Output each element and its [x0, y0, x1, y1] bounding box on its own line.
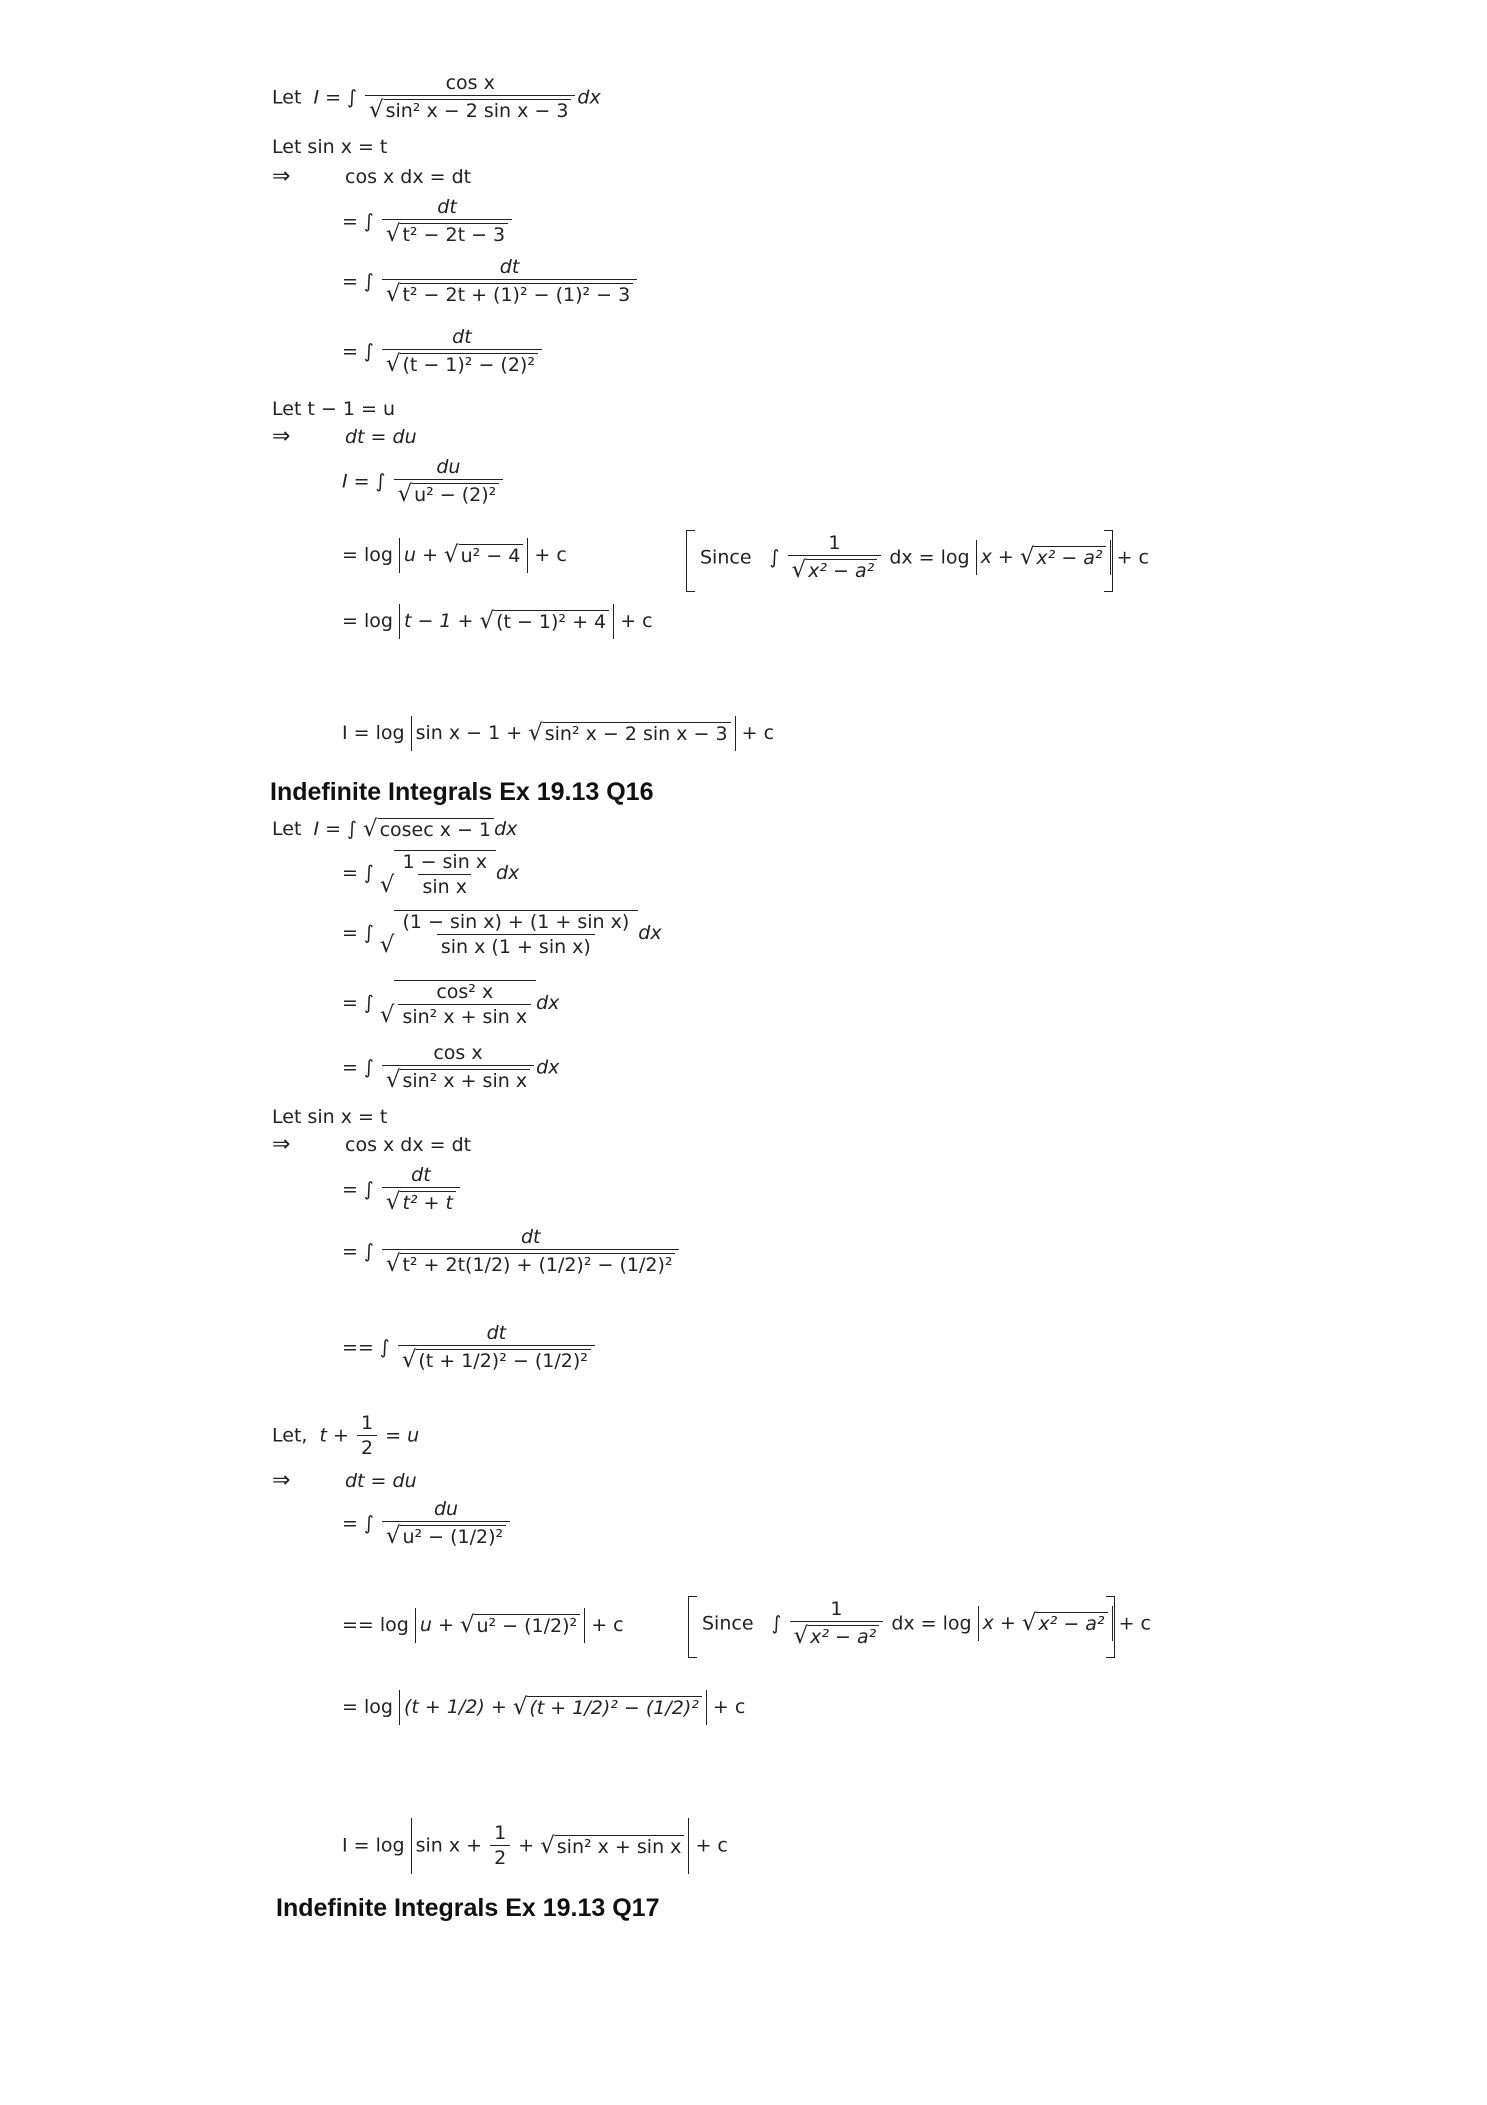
radical-icon: √ — [401, 1347, 417, 1373]
radical-icon: √ — [397, 481, 413, 507]
integral-lhs: I = ∫ — [342, 470, 386, 493]
radicand: t² − 2t + (1)² − (1)² − 3 — [400, 283, 633, 306]
integral-lhs: I = ∫ — [313, 86, 357, 109]
sqrt — [386, 1191, 456, 1214]
since-label: Since — [702, 1612, 754, 1635]
denominator — [382, 279, 637, 306]
sqrt — [386, 353, 538, 376]
q16-line-10 — [342, 1324, 597, 1372]
radicand: sin² x − 2 sin x − 3 — [543, 722, 731, 745]
sqrt — [794, 1625, 880, 1648]
constant: + c — [620, 609, 653, 632]
numerator: cos² x — [436, 981, 494, 1003]
numerator: cos x — [445, 72, 495, 94]
constant: + c — [712, 1695, 746, 1718]
absolute-value — [978, 1606, 1113, 1641]
radical-icon: √ — [512, 1694, 528, 1720]
numerator: 1 — [494, 1822, 507, 1844]
q15-line-9 — [342, 458, 505, 506]
radicand: (t + 1/2)² − (1/2)² — [416, 1349, 591, 1372]
q16-line-9 — [342, 1228, 681, 1276]
sqrt — [386, 1253, 676, 1276]
log-label: I = log — [342, 1834, 405, 1857]
radical-icon: √ — [385, 1251, 401, 1277]
fraction — [382, 198, 512, 246]
integral-icon: ∫ — [769, 546, 780, 569]
radical-icon: √ — [528, 720, 543, 746]
let-label: Let — [272, 86, 302, 109]
fraction — [382, 1044, 534, 1092]
denominator — [382, 349, 542, 376]
numerator: 1 — [361, 1412, 374, 1434]
fraction — [398, 1324, 595, 1372]
numerator: 1 — [830, 1598, 843, 1620]
denominator: sin x — [418, 874, 471, 897]
q16-line-8 — [342, 1166, 462, 1214]
radical-icon: √ — [363, 816, 378, 842]
absolute-value — [399, 538, 528, 573]
sqrt — [1020, 546, 1106, 569]
abs-term: sin x + — [415, 1834, 489, 1857]
numerator: du — [433, 1498, 459, 1520]
radicand-box — [394, 980, 536, 1027]
radicand: x² − a² — [806, 559, 877, 582]
implies-icon: ⇒ — [272, 424, 291, 449]
q16-line-7: cos x dx = dt — [345, 1134, 472, 1156]
implies-icon: ⇒ — [272, 1132, 291, 1157]
absolute-value — [411, 1818, 690, 1874]
radical-icon: √ — [791, 557, 807, 583]
abs-term: u + — [419, 1613, 460, 1636]
denominator — [382, 1065, 534, 1092]
radicand: (t + 1/2)² − (1/2)² — [527, 1696, 702, 1719]
sqrt — [444, 544, 523, 567]
denominator: sin x (1 + sin x) — [437, 934, 595, 957]
sub-lhs: t + — [319, 1424, 349, 1447]
radical-icon: √ — [444, 542, 459, 568]
constant: + c — [1116, 546, 1149, 569]
numerator: 1 — [828, 532, 841, 554]
sqrt — [380, 910, 638, 957]
fraction — [382, 258, 637, 306]
sqrt — [528, 722, 730, 745]
sqrt — [402, 1349, 591, 1372]
radicand: u² − (1/2)² — [400, 1525, 506, 1548]
sqrt — [380, 850, 496, 897]
q15-line-1 — [272, 74, 601, 122]
numerator: dt — [499, 256, 520, 278]
radicand: cosec x − 1 — [378, 818, 494, 841]
absolute-value — [399, 604, 614, 639]
radical-icon: √ — [385, 1523, 401, 1549]
radicand: x² − a² — [808, 1625, 879, 1648]
let-label: Let, — [272, 1424, 308, 1447]
radicand-box — [394, 910, 638, 957]
q16-line-6: Let sin x = t — [272, 1106, 388, 1128]
radicand: (t − 1)² − (2)² — [400, 353, 538, 376]
absolute-value — [976, 540, 1111, 575]
absolute-value — [415, 1608, 585, 1643]
abs-term: x + — [980, 546, 1020, 569]
q15-line-3: cos x dx = dt — [345, 166, 472, 188]
left-bracket — [686, 530, 695, 592]
differential: dx — [494, 817, 518, 840]
sqrt — [380, 980, 536, 1027]
radicand: t² + 2t(1/2) + (1/2)² − (1/2)² — [400, 1253, 675, 1276]
radicand-box — [394, 850, 496, 897]
q15-line-2: Let sin x = t — [272, 136, 388, 158]
radical-icon: √ — [385, 1067, 401, 1093]
denominator — [790, 1621, 884, 1648]
differential: dx — [638, 922, 662, 944]
fraction — [382, 1500, 510, 1548]
equals-integral: = ∫ — [342, 922, 374, 944]
radicand: (t − 1)² + 4 — [494, 610, 609, 633]
q15-line-7: Let t − 1 = u — [272, 398, 396, 420]
numerator: dt — [437, 196, 457, 218]
q15-line-10 — [342, 538, 567, 573]
radical-icon: √ — [379, 932, 395, 959]
numerator: dt — [411, 1164, 431, 1186]
implies-icon: ⇒ — [272, 164, 291, 189]
radicand: u² − (1/2)² — [474, 1614, 580, 1637]
q16-line-12: dt = du — [345, 1470, 417, 1492]
formula-middle: dx = log — [889, 546, 970, 569]
radical-icon: √ — [1021, 1610, 1037, 1637]
numerator: (1 − sin x) + (1 + sin x) — [402, 911, 630, 933]
denominator: 2 — [357, 1435, 377, 1458]
absolute-value — [399, 1690, 707, 1725]
abs-term: sin x − 1 + — [415, 721, 529, 744]
fraction — [398, 853, 491, 897]
since-note-2 — [702, 1600, 1151, 1648]
denominator — [788, 555, 882, 582]
sqrt — [398, 483, 500, 506]
abs-term: u + — [403, 543, 445, 566]
equals-integral: = ∫ — [342, 1240, 374, 1263]
denominator — [382, 1187, 460, 1214]
right-bracket — [1106, 1596, 1115, 1658]
abs-term: (t + 1/2) + — [403, 1695, 513, 1718]
fraction — [398, 983, 531, 1027]
radical-icon: √ — [379, 872, 395, 899]
numerator: cos x — [433, 1042, 483, 1064]
sqrt — [480, 610, 610, 633]
sqrt — [363, 818, 494, 841]
equals-integral: = ∫ — [342, 1056, 374, 1079]
radical-icon: √ — [369, 97, 384, 123]
constant: + c — [741, 721, 775, 744]
sqrt — [460, 1614, 580, 1637]
q16-line-5 — [342, 1044, 559, 1092]
q16-line-2 — [342, 850, 519, 897]
radicand: sin² x + sin x — [400, 1069, 530, 1092]
sqrt — [386, 1069, 530, 1092]
numerator: dt — [486, 1322, 507, 1344]
fraction — [790, 1600, 884, 1648]
numerator: dt — [452, 326, 472, 348]
fraction — [394, 458, 504, 506]
heading-q16: Indefinite Integrals Ex 19.13 Q16 — [270, 778, 654, 806]
radicand: sin² x + sin x — [555, 1835, 685, 1858]
differential: dx — [536, 1056, 560, 1079]
left-bracket — [688, 1596, 697, 1658]
log-label: = log — [342, 1695, 393, 1718]
fraction — [490, 1824, 510, 1868]
sqrt — [1022, 1612, 1108, 1635]
equals-integral: = ∫ — [342, 1512, 374, 1535]
radical-icon: √ — [479, 608, 495, 634]
constant: + c — [534, 543, 567, 566]
radicand: x² − a² — [1034, 546, 1105, 569]
q16-line-4 — [342, 980, 559, 1027]
integral-lhs: I = ∫ — [313, 817, 357, 840]
denominator: sin² x + sin x — [398, 1004, 531, 1027]
heading-q17: Indefinite Integrals Ex 19.13 Q17 — [276, 1894, 660, 1922]
integral-icon: ∫ — [771, 1612, 782, 1635]
fraction — [382, 328, 542, 376]
log-label: I = log — [342, 721, 405, 744]
since-label: Since — [700, 546, 752, 569]
q15-line-6 — [342, 328, 544, 376]
radical-icon: √ — [385, 281, 401, 307]
radicand: t² − 2t − 3 — [400, 223, 508, 246]
radicand: u² − (2)² — [412, 483, 499, 506]
fraction — [382, 1228, 680, 1276]
formula-middle: dx = log — [891, 1612, 972, 1635]
equals-integral: == ∫ — [342, 1336, 390, 1359]
right-bracket — [1104, 530, 1113, 592]
fraction — [398, 913, 633, 957]
denominator — [365, 95, 575, 122]
sqrt — [386, 223, 508, 246]
log-label: = log — [342, 609, 393, 632]
denominator — [382, 1249, 680, 1276]
q16-line-14 — [342, 1608, 624, 1643]
sqrt — [792, 559, 878, 582]
radical-icon: √ — [793, 1623, 809, 1649]
radicand: x² − a² — [1036, 1612, 1107, 1635]
fraction — [382, 1166, 460, 1214]
radical-icon: √ — [385, 221, 401, 247]
since-note-1 — [700, 534, 1149, 582]
q16-line-11 — [272, 1414, 419, 1458]
q15-line-5 — [342, 258, 639, 306]
log-label: = log — [342, 543, 393, 566]
sqrt — [513, 1696, 702, 1719]
fraction — [788, 534, 882, 582]
q16-line-1 — [272, 818, 517, 841]
sqrt — [369, 99, 571, 122]
denominator — [398, 1345, 595, 1372]
q15-line-8: dt = du — [345, 426, 417, 448]
q16-line-13 — [342, 1500, 512, 1548]
denominator: 2 — [490, 1845, 510, 1868]
differential: dx — [577, 86, 601, 109]
radical-icon: √ — [385, 1189, 401, 1215]
abs-plus: + — [512, 1834, 541, 1857]
numerator: du — [436, 456, 461, 478]
denominator — [394, 479, 504, 506]
equals-integral: = ∫ — [342, 992, 374, 1014]
radicand: u² − 4 — [459, 544, 524, 567]
equals-integral: = ∫ — [342, 340, 374, 363]
log-label: == log — [342, 1613, 409, 1636]
fraction — [365, 74, 575, 122]
differential: dx — [496, 862, 520, 884]
denominator — [382, 219, 512, 246]
radical-icon: √ — [379, 1002, 395, 1029]
radicand: sin² x − 2 sin x − 3 — [384, 99, 572, 122]
equals-integral: = ∫ — [342, 862, 374, 884]
equals-integral: = ∫ — [342, 270, 374, 293]
q16-final — [342, 1818, 728, 1874]
equals-integral: = ∫ — [342, 1178, 374, 1201]
radical-icon: √ — [540, 1832, 555, 1859]
constant: + c — [591, 1613, 624, 1636]
sqrt — [386, 283, 633, 306]
denominator — [382, 1521, 510, 1548]
radicand: t² + t — [400, 1191, 456, 1214]
abs-term: x + — [982, 1612, 1022, 1635]
sqrt — [540, 1832, 684, 1859]
implies-icon: ⇒ — [272, 1468, 291, 1493]
radical-icon: √ — [459, 1612, 475, 1638]
radical-icon: √ — [1019, 544, 1035, 571]
q15-line-4 — [342, 198, 514, 246]
absolute-value — [411, 716, 736, 751]
numerator: dt — [520, 1226, 541, 1248]
numerator: 1 − sin x — [402, 851, 488, 873]
constant: + c — [695, 1834, 728, 1857]
differential: dx — [536, 992, 560, 1014]
sqrt — [386, 1525, 506, 1548]
abs-term: t − 1 + — [403, 609, 480, 632]
constant: + c — [1118, 1612, 1151, 1635]
equals-integral: = ∫ — [342, 210, 374, 233]
radical-icon: √ — [385, 351, 401, 377]
fraction — [357, 1414, 377, 1458]
q15-final — [342, 716, 774, 751]
q16-line-3 — [342, 910, 662, 957]
let-label: Let — [272, 817, 302, 840]
q16-line-15 — [342, 1690, 745, 1725]
sub-rhs: = u — [385, 1424, 420, 1447]
q15-line-11 — [342, 604, 653, 639]
